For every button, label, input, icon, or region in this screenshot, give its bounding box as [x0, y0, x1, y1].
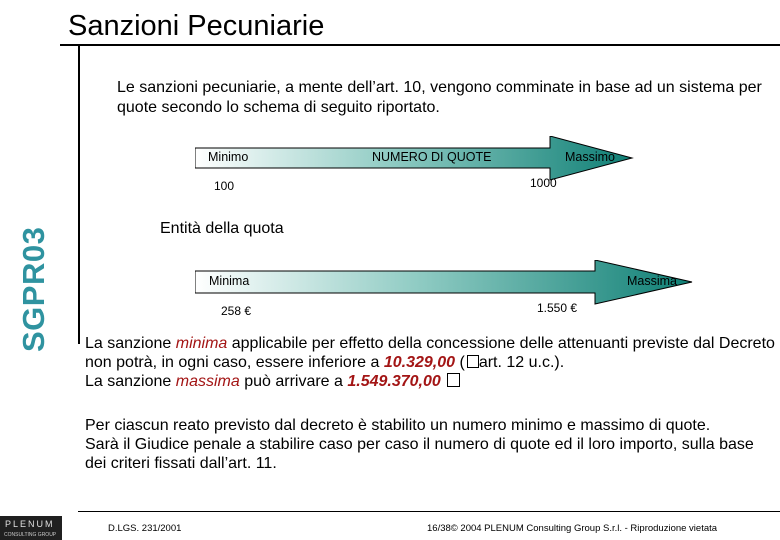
logo-tagline: CONSULTING GROUP: [4, 532, 57, 538]
p2-line-2: Sarà il Giudice penale a stabilire caso per caso il numero di quote ed il loro importo, sulla base dei criteri fissati dall’art. 11.: [85, 436, 754, 472]
p1-text-5: La sanzione: [85, 373, 176, 390]
footer-right-text: 16/38© 2004 PLENUM Consulting Group S.r.l. - Riproduzione vietata: [427, 523, 718, 534]
arrow1-min-value: 100: [214, 179, 235, 193]
page-title: Sanzioni Pecuniarie: [68, 10, 325, 42]
missing-glyph-icon: [467, 355, 479, 368]
p1-text-1: La sanzione: [85, 335, 176, 352]
sanction-paragraph: [85, 334, 775, 391]
p1-text-4: art. 12 u.c.).: [478, 354, 565, 371]
p1-minima: minima: [175, 335, 228, 352]
p1-massima: massima: [175, 373, 240, 390]
p1-amount-max: 1.549.370,00: [347, 373, 441, 390]
arrow2-max-label: Massima: [627, 274, 678, 288]
quota-arrow: [195, 260, 695, 306]
p1-amount-min: 10.329,00: [383, 354, 456, 371]
p1-text-3: (: [455, 354, 465, 371]
arrow2-min-label: Minima: [209, 274, 250, 288]
arrow2-min-value: 258 €: [221, 304, 252, 318]
missing-glyph-icon: [447, 373, 460, 387]
p2-line-1: Per ciascun reato previsto dal decreto è stabilito un numero minimo e massimo di quote.: [85, 417, 711, 434]
arrow2-max-value: 1.550 €: [537, 301, 578, 315]
intro-text: Le sanzioni pecuniarie, a mente dell’art. 10, vengono comminate in base ad un sistema per quote secondo lo schema di seguito riportato.: [117, 79, 762, 116]
vertical-divider: [78, 44, 80, 344]
arrow1-max-label: Massimo: [565, 150, 616, 164]
p1-text-6: può arrivare a: [239, 373, 348, 390]
arrow1-center-label: NUMERO DI QUOTE: [372, 150, 492, 164]
footer-divider: [78, 511, 780, 512]
footer-left-text: D.LGS. 231/2001: [108, 523, 182, 534]
title-divider: [60, 44, 780, 46]
quota-paragraph: [85, 416, 775, 473]
p1-text-2: applicabile per effetto della concessione delle attenuanti previste dal Decreto non potrà, in ogni caso, essere inferiore a: [85, 335, 775, 371]
logo-name: PLENUM: [5, 519, 55, 529]
arrow1-min-label: Minimo: [208, 150, 249, 164]
quota-heading: Entità della quota: [160, 220, 284, 237]
side-label: SGPR03: [16, 226, 51, 352]
arrow1-max-value: 1000: [530, 176, 557, 190]
